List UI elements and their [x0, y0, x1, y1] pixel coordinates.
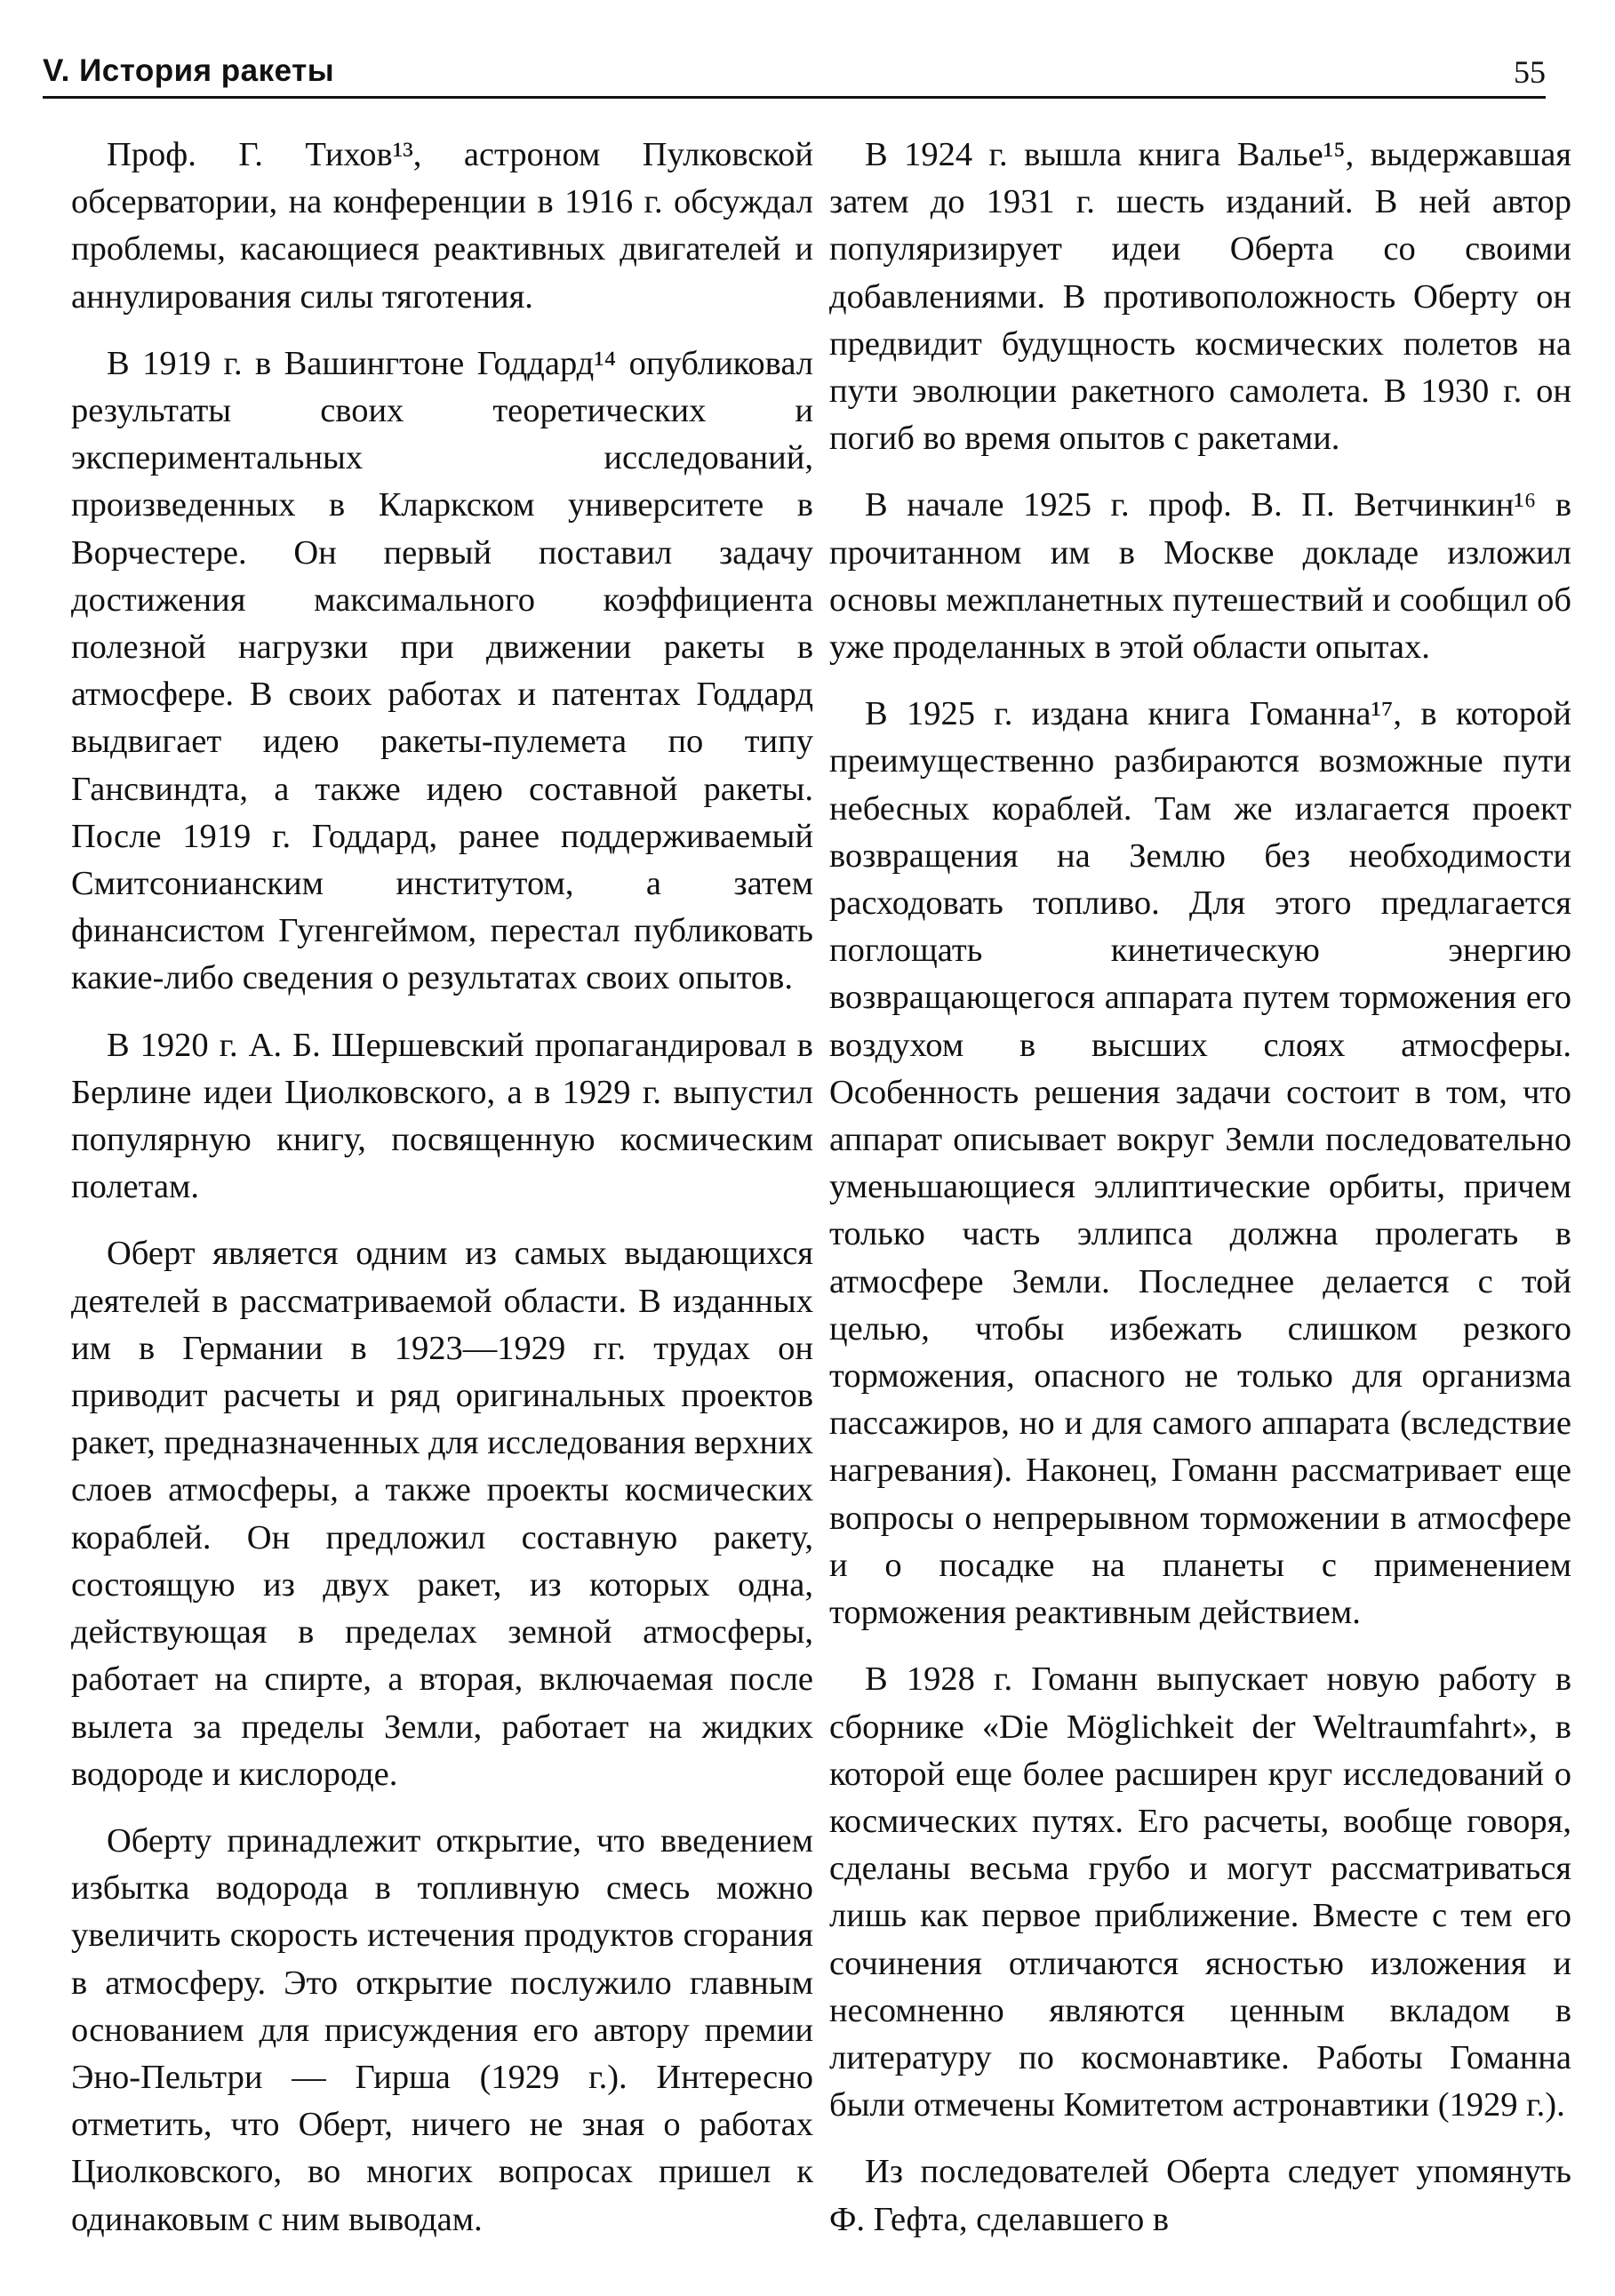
paragraph-vetchinkin: В начале 1925 г. проф. В. П. Ветчинкин¹⁶ в прочитанном им в Москве докладе изложил основы межпланетных путешествий и сообщил об уже проделанных в этой области опытах.	[829, 486, 1571, 667]
paragraph-hohmann-1928: В 1928 г. Гоманн выпускает новую работу в сборнике «Die Möglichkeit der Weltraumfahrt», в которой еще более расширен круг исследований о космических путях. Его расчеты, вообще говоря, сделаны весьма грубо и могут рассматриваться лишь как первое приближение. Вместе с тем его сочинения отличаются ясностью изложения и несомненно являются ценным вкладом в литературу по космонавтике. Работы Гоманна были отмечены Комитетом астронавтики (1929 г.).	[829, 1660, 1571, 2124]
paragraph-hohmann-1925: В 1925 г. издана книга Гоманна¹⁷, в которой преимущественно разбираются возможные пути небесных кораблей. Там же излагается проект возвращения на Землю без необходимости расходовать топливо. Для этого предлагается поглощать кинетическую энергию возвращающегося аппарата путем торможения его воздухом в высших слоях атмосферы. Особенность решения задачи состоит в том, что аппарат описывает вокруг Земли последовательно уменьшающиеся эллиптические орбиты, причем только часть эллипса должна пролегать в атмосфере Земли. Последнее делается с той целью, чтобы избежать слишком резкого торможения, опасного не только для организма пассажиров, но и для самого аппарата (вследствие нагревания). Наконец, Гоманн рассматривает еще вопросы о непрерывном торможении в атмосфере и о посадке на планеты с применением торможения реактивным действием.	[829, 695, 1571, 1632]
paragraph-shershevsky: В 1920 г. А. Б. Шершевский пропагандировал в Берлине идеи Циолковского, а в 1929 г. выпустил популярную книгу, посвященную космическим полетам.	[71, 1026, 813, 1206]
page-number: 55	[1514, 54, 1546, 90]
paragraph-tikhov: Проф. Г. Тихов¹³, астроном Пулковской обсерватории, на конференции в 1916 г. обсуждал проблемы, касающиеся реактивных двигателей и аннулирования силы тяготения.	[71, 136, 813, 316]
chapter-title: V. История ракеты	[43, 53, 335, 88]
paragraph-oberth-discovery: Оберту принадлежит открытие, что введением избытка водорода в топливную смесь можно увеличить скорость истечения продуктов сгорания в атмосферу. Это открытие послужило главным основанием для присуждения его автору премии Эно-Пельтри — Гирша (1929 г.). Интересно отметить, что Оберт, ничего не зная о работах Циолковского, во многих вопросах пришел к одинаковым с ним выводам.	[71, 1821, 813, 2238]
left-column	[71, 132, 813, 2263]
running-head	[43, 46, 1546, 99]
paragraph-oberth: Оберт является одним из самых выдающихся деятелей в рассматриваемой области. В изданных им в Германии в 1923—1929 гг. трудах он приводит расчеты и ряд оригинальных проектов ракет, предназначенных для исследования верхних слоев атмосферы, а также проекты космических кораблей. Он предложил составную ракету, состоящую из двух ракет, из которых одна, действующая в пределах земной атмосферы, работает на спирте, а вторая, включаемая после вылета за пределы Земли, работает на жидких водороде и кислороде.	[71, 1235, 813, 1793]
right-column	[829, 132, 1571, 2263]
paragraph-valier: В 1924 г. вышла книга Валье¹⁵, выдержавшая затем до 1931 г. шесть изданий. В ней автор популяризирует идеи Оберта со своими добавлениями. В противоположность Оберту он предвидит будущность космических полетов на пути эволюции ракетного самолета. В 1930 г. он погиб во время опытов с ракетами.	[829, 136, 1571, 458]
paragraph-goddard: В 1919 г. в Вашингтоне Годдард¹⁴ опубликовал результаты своих теоретических и экспериментальных исследований, произведенных в Кларкском университете в Ворчестере. Он первый поставил задачу достижения максимального коэффициента полезной нагрузки при движении ракеты в атмосфере. В своих работах и патентах Годдард выдвигает идею ракеты-пулемета по типу Гансвиндта, а также идею составной ракеты. После 1919 г. Годдард, ранее поддерживаемый Смитсонианским институтом, а затем финансистом Гугенгеймом, перестал публиковать какие-либо сведения о результатах своих опытов.	[71, 344, 813, 997]
paragraph-oberth-followers: Из последователей Оберта следует упомянуть Ф. Гефта, сделавшего в	[829, 2153, 1571, 2238]
